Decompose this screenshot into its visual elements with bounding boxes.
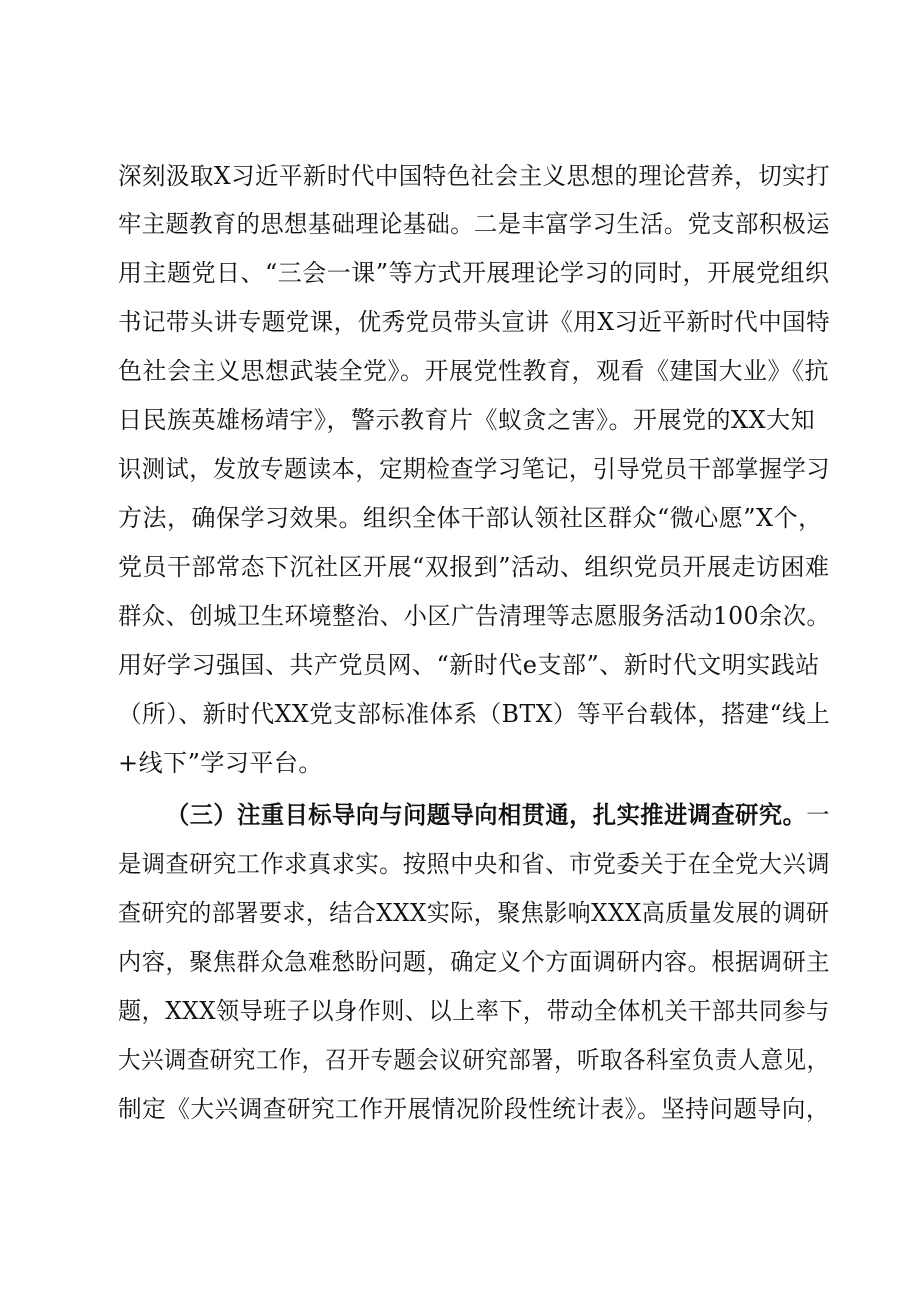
body-line: 日民族英雄杨靖宇》，警示教育片《蚁贪之害》。开展党的XX大知 bbox=[118, 406, 816, 434]
body-line: 党员干部常态下沉社区开展“双报到”活动、组织党员开展走访困难 bbox=[118, 553, 830, 581]
body-line: 查研究的部署要求，结合XXX实际，聚焦影响XXX高质量发展的调研 bbox=[118, 899, 830, 927]
section-heading-line bbox=[166, 799, 830, 831]
body-line: +线下”学习平台。 bbox=[118, 749, 323, 777]
body-line: 方法，确保学习效果。组织全体干部认领社区群众“微心愿”X个， bbox=[118, 504, 823, 532]
section-lead: 一 bbox=[806, 801, 830, 829]
body-line: 内容，聚焦群众急难愁盼问题，确定义个方面调研内容。根据调研主 bbox=[118, 948, 830, 976]
body-line: 制定《大兴调查研究工作开展情况阶段性统计表》。坚持问题导向， bbox=[118, 1095, 830, 1123]
section-heading: （三）注重目标导向与问题导向相贯通，扎实推进调查研究。 bbox=[166, 800, 807, 829]
body-line: 用好学习强国、共产党员网、“新时代e支部”、新时代文明实践站 bbox=[118, 651, 820, 679]
body-line: 大兴调查研究工作，召开专题会议研究部署，听取各科室负责人意见， bbox=[118, 1046, 830, 1074]
body-line: 牢主题教育的思想基础理论基础。二是丰富学习生活。党支部积极运 bbox=[118, 210, 830, 238]
body-line: 用主题党日、“三会一课”等方式开展理论学习的同时，开展党组织 bbox=[118, 259, 830, 287]
body-line: 书记带头讲专题党课，优秀党员带头宣讲《用X习近平新时代中国特 bbox=[118, 308, 831, 336]
body-line: 色社会主义思想武装全党》。开展党性教育，观看《建国大业》《抗 bbox=[118, 357, 829, 385]
body-line: 是调查研究工作求真求实。按照中央和省、市党委关于在全党大兴调 bbox=[118, 850, 830, 878]
body-line: 深刻汲取X习近平新时代中国特色社会主义思想的理论营养，切实打 bbox=[118, 162, 831, 190]
body-line: （所）、新时代XX党支部标准体系（BTX）等平台载体，搭建“线上 bbox=[118, 700, 831, 728]
body-line: 群众、创城卫生环境整治、小区广告清理等志愿服务活动100余次。 bbox=[118, 602, 831, 630]
body-line: 题，XXX领导班子以身作则、以上率下，带动全体机关干部共同参与 bbox=[118, 997, 830, 1025]
body-line: 识测试，发放专题读本，定期检查学习笔记，引导党员干部掌握学习 bbox=[118, 455, 830, 483]
